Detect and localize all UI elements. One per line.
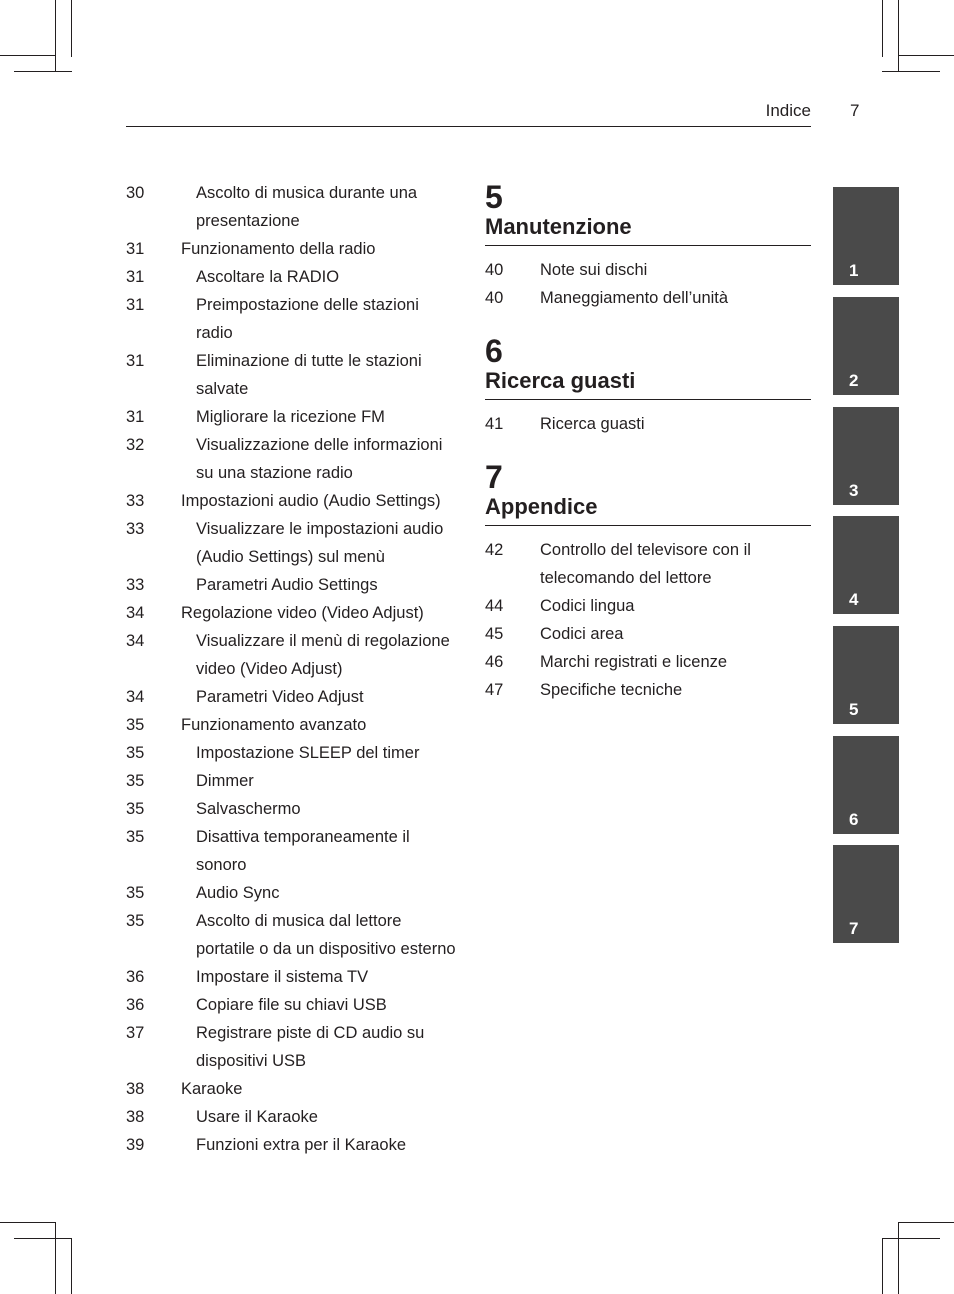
toc-entry[interactable]	[126, 263, 466, 291]
toc-entry-page: 33	[126, 492, 145, 510]
toc-entry-page: 33	[126, 520, 145, 538]
toc-entry-page: 34	[126, 632, 145, 650]
chapter-tab-label: 4	[849, 590, 859, 609]
toc-entry[interactable]	[126, 291, 466, 347]
crop-mark	[882, 0, 883, 57]
toc-entry-page: 36	[126, 996, 145, 1014]
chapter-section	[485, 179, 811, 312]
chapter-section	[485, 459, 811, 704]
toc-entry-page: 35	[126, 772, 145, 790]
toc-entry[interactable]	[126, 179, 466, 235]
crop-mark	[71, 0, 72, 57]
crop-mark	[882, 1238, 940, 1239]
toc-entry-title: Disattiva temporaneamente il sonoro	[196, 828, 410, 874]
toc-entry-page: 31	[126, 268, 145, 286]
toc-entry-page: 34	[126, 688, 145, 706]
toc-entry-title: Note sui dischi	[540, 261, 648, 279]
toc-left-column	[126, 179, 466, 1159]
toc-entry-title: Regolazione video (Video Adjust)	[181, 604, 424, 622]
toc-entry-title: Registrare piste di CD audio su dispositivi USB	[196, 1024, 425, 1070]
header-rule	[126, 126, 811, 127]
toc-entry-title: Visualizzazione delle informazioni su una stazione radio	[196, 436, 443, 482]
page-number: 7	[850, 101, 860, 120]
toc-entry[interactable]	[126, 823, 466, 879]
crop-mark	[882, 71, 940, 72]
chapter-tab-1[interactable]	[833, 187, 899, 285]
toc-entry-title: Specifiche tecniche	[540, 681, 683, 699]
chapter-tab-label: 1	[849, 261, 859, 280]
toc-entry[interactable]	[485, 592, 811, 620]
toc-entry[interactable]	[126, 1131, 466, 1159]
toc-entry-title: Salvaschermo	[196, 800, 301, 818]
toc-entry-page: 35	[126, 828, 145, 846]
chapter-title: Ricerca guasti	[485, 366, 811, 400]
chapter-tab-label: 3	[849, 481, 859, 500]
toc-entry-page: 34	[126, 604, 145, 622]
toc-entry[interactable]	[126, 627, 466, 683]
toc-entry-page: 31	[126, 296, 145, 314]
toc-entry[interactable]	[126, 599, 466, 627]
toc-entry-title: Marchi registrati e licenze	[540, 653, 728, 671]
chapter-tab-5[interactable]	[833, 626, 899, 724]
toc-entry[interactable]	[126, 235, 466, 263]
toc-entry[interactable]	[126, 571, 466, 599]
toc-entry[interactable]	[126, 515, 466, 571]
toc-entry[interactable]	[485, 410, 811, 438]
toc-entry-page: 42	[485, 541, 504, 559]
crop-mark	[14, 1238, 72, 1239]
crop-mark	[55, 1222, 56, 1294]
chapter-number: 7	[485, 459, 503, 495]
toc-entry-title: Funzioni extra per il Karaoke	[196, 1136, 407, 1154]
toc-entry-title: Ricerca guasti	[540, 415, 645, 433]
toc-entry-title: Impostazioni audio (Audio Settings)	[181, 492, 441, 510]
toc-entry-page: 31	[126, 352, 145, 370]
toc-entry-page: 31	[126, 240, 145, 258]
chapter-tab-4[interactable]	[833, 516, 899, 614]
toc-entry-title: Preimpostazione delle stazioni radio	[196, 296, 419, 342]
crop-mark	[55, 0, 56, 72]
toc-entry[interactable]	[126, 403, 466, 431]
toc-entry[interactable]	[126, 431, 466, 487]
toc-entry-title: Ascoltare la RADIO	[196, 268, 340, 286]
crop-mark	[882, 1238, 883, 1294]
toc-entry[interactable]	[126, 683, 466, 711]
crop-mark	[898, 1222, 899, 1294]
toc-entry[interactable]	[485, 676, 811, 704]
chapter-tab-label: 2	[849, 371, 859, 390]
toc-entry-title: Maneggiamento dell’unità	[540, 289, 729, 307]
toc-entry-title: Funzionamento avanzato	[181, 716, 367, 734]
toc-entry-title: Impostare il sistema TV	[196, 968, 369, 986]
toc-entry-title: Impostazione SLEEP del timer	[196, 744, 420, 762]
crop-mark	[0, 1222, 56, 1223]
toc-entry-page: 39	[126, 1136, 145, 1154]
toc-entry-page: 38	[126, 1108, 145, 1126]
toc-entry[interactable]	[126, 1103, 466, 1131]
toc-entry-page: 35	[126, 716, 145, 734]
toc-entry-page: 45	[485, 625, 504, 643]
running-header-title: Indice	[765, 101, 811, 120]
chapter-tab-7[interactable]	[833, 845, 899, 943]
toc-entry-page: 31	[126, 408, 145, 426]
toc-entry[interactable]	[126, 991, 466, 1019]
toc-entry[interactable]	[485, 256, 811, 284]
chapter-tab-2[interactable]	[833, 297, 899, 395]
toc-entry[interactable]	[485, 620, 811, 648]
toc-entry-title: Controllo del televisore con il telecomando del lettore	[540, 541, 751, 587]
toc-entry-title: Eliminazione di tutte le stazioni salvate	[196, 352, 422, 398]
toc-entry-page: 40	[485, 289, 504, 307]
toc-entry-page: 46	[485, 653, 504, 671]
toc-entry-title: Dimmer	[196, 772, 254, 790]
toc-entry-title: Migliorare la ricezione FM	[196, 408, 385, 426]
chapter-title: Manutenzione	[485, 212, 811, 246]
toc-entry[interactable]	[126, 795, 466, 823]
toc-entry-title: Codici area	[540, 625, 624, 643]
toc-entry-title: Visualizzare le impostazioni audio (Audio Settings) sul menù	[196, 520, 444, 566]
chapter-tab-6[interactable]	[833, 736, 899, 834]
toc-entry-title: Visualizzare il menù di regolazione video (Video Adjust)	[196, 632, 450, 678]
chapter-number: 5	[485, 179, 503, 215]
toc-entry[interactable]	[126, 487, 466, 515]
toc-entry[interactable]	[126, 767, 466, 795]
toc-entry-page: 35	[126, 800, 145, 818]
toc-entry-title: Karaoke	[181, 1080, 243, 1098]
toc-entry-page: 32	[126, 436, 145, 454]
chapter-tab-label: 6	[849, 810, 859, 829]
chapter-number: 6	[485, 333, 503, 369]
chapter-title: Appendice	[485, 492, 811, 526]
toc-entry[interactable]	[485, 648, 811, 676]
crop-mark	[0, 55, 56, 56]
toc-entry-title: Ascolto di musica durante una presentazione	[196, 184, 418, 230]
crop-mark	[71, 1238, 72, 1294]
toc-entry-page: 36	[126, 968, 145, 986]
toc-entry-page: 35	[126, 884, 145, 902]
toc-entry-page: 40	[485, 261, 504, 279]
toc-entry-page: 35	[126, 912, 145, 930]
toc-entry-title: Copiare file su chiavi USB	[196, 996, 387, 1014]
chapter-tab-3[interactable]	[833, 407, 899, 505]
toc-entry[interactable]	[126, 347, 466, 403]
toc-entry-title: Parametri Audio Settings	[196, 576, 378, 594]
toc-entry[interactable]	[126, 963, 466, 991]
toc-entry[interactable]	[126, 1075, 466, 1103]
toc-entry[interactable]	[126, 1019, 466, 1075]
toc-entry[interactable]	[485, 536, 811, 592]
toc-entry-title: Codici lingua	[540, 597, 635, 615]
toc-entry-title: Audio Sync	[196, 884, 280, 902]
toc-entry-page: 41	[485, 415, 504, 433]
crop-mark	[898, 55, 954, 56]
toc-entry-page: 38	[126, 1080, 145, 1098]
chapter-section	[485, 333, 811, 438]
chapter-tab-label: 7	[849, 919, 859, 938]
toc-entry-title: Ascolto di musica dal lettore portatile o da un dispositivo esterno	[196, 912, 456, 958]
toc-entry-page: 44	[485, 597, 504, 615]
crop-mark	[14, 71, 72, 72]
toc-entry[interactable]	[485, 284, 811, 312]
toc-right-column	[485, 179, 811, 704]
toc-entry-page: 37	[126, 1024, 145, 1042]
toc-entry[interactable]	[126, 879, 466, 907]
toc-entry[interactable]	[126, 739, 466, 767]
toc-entry-title: Funzionamento della radio	[181, 240, 376, 258]
toc-entry[interactable]	[126, 907, 466, 963]
toc-entry-page: 30	[126, 184, 145, 202]
toc-entry[interactable]	[126, 711, 466, 739]
toc-entry-page: 47	[485, 681, 504, 699]
crop-mark	[898, 1222, 954, 1223]
toc-entry-page: 35	[126, 744, 145, 762]
crop-mark	[898, 0, 899, 72]
toc-entry-page: 33	[126, 576, 145, 594]
toc-entry-title: Parametri Video Adjust	[196, 688, 364, 706]
chapter-tab-label: 5	[849, 700, 859, 719]
toc-entry-title: Usare il Karaoke	[196, 1108, 318, 1126]
